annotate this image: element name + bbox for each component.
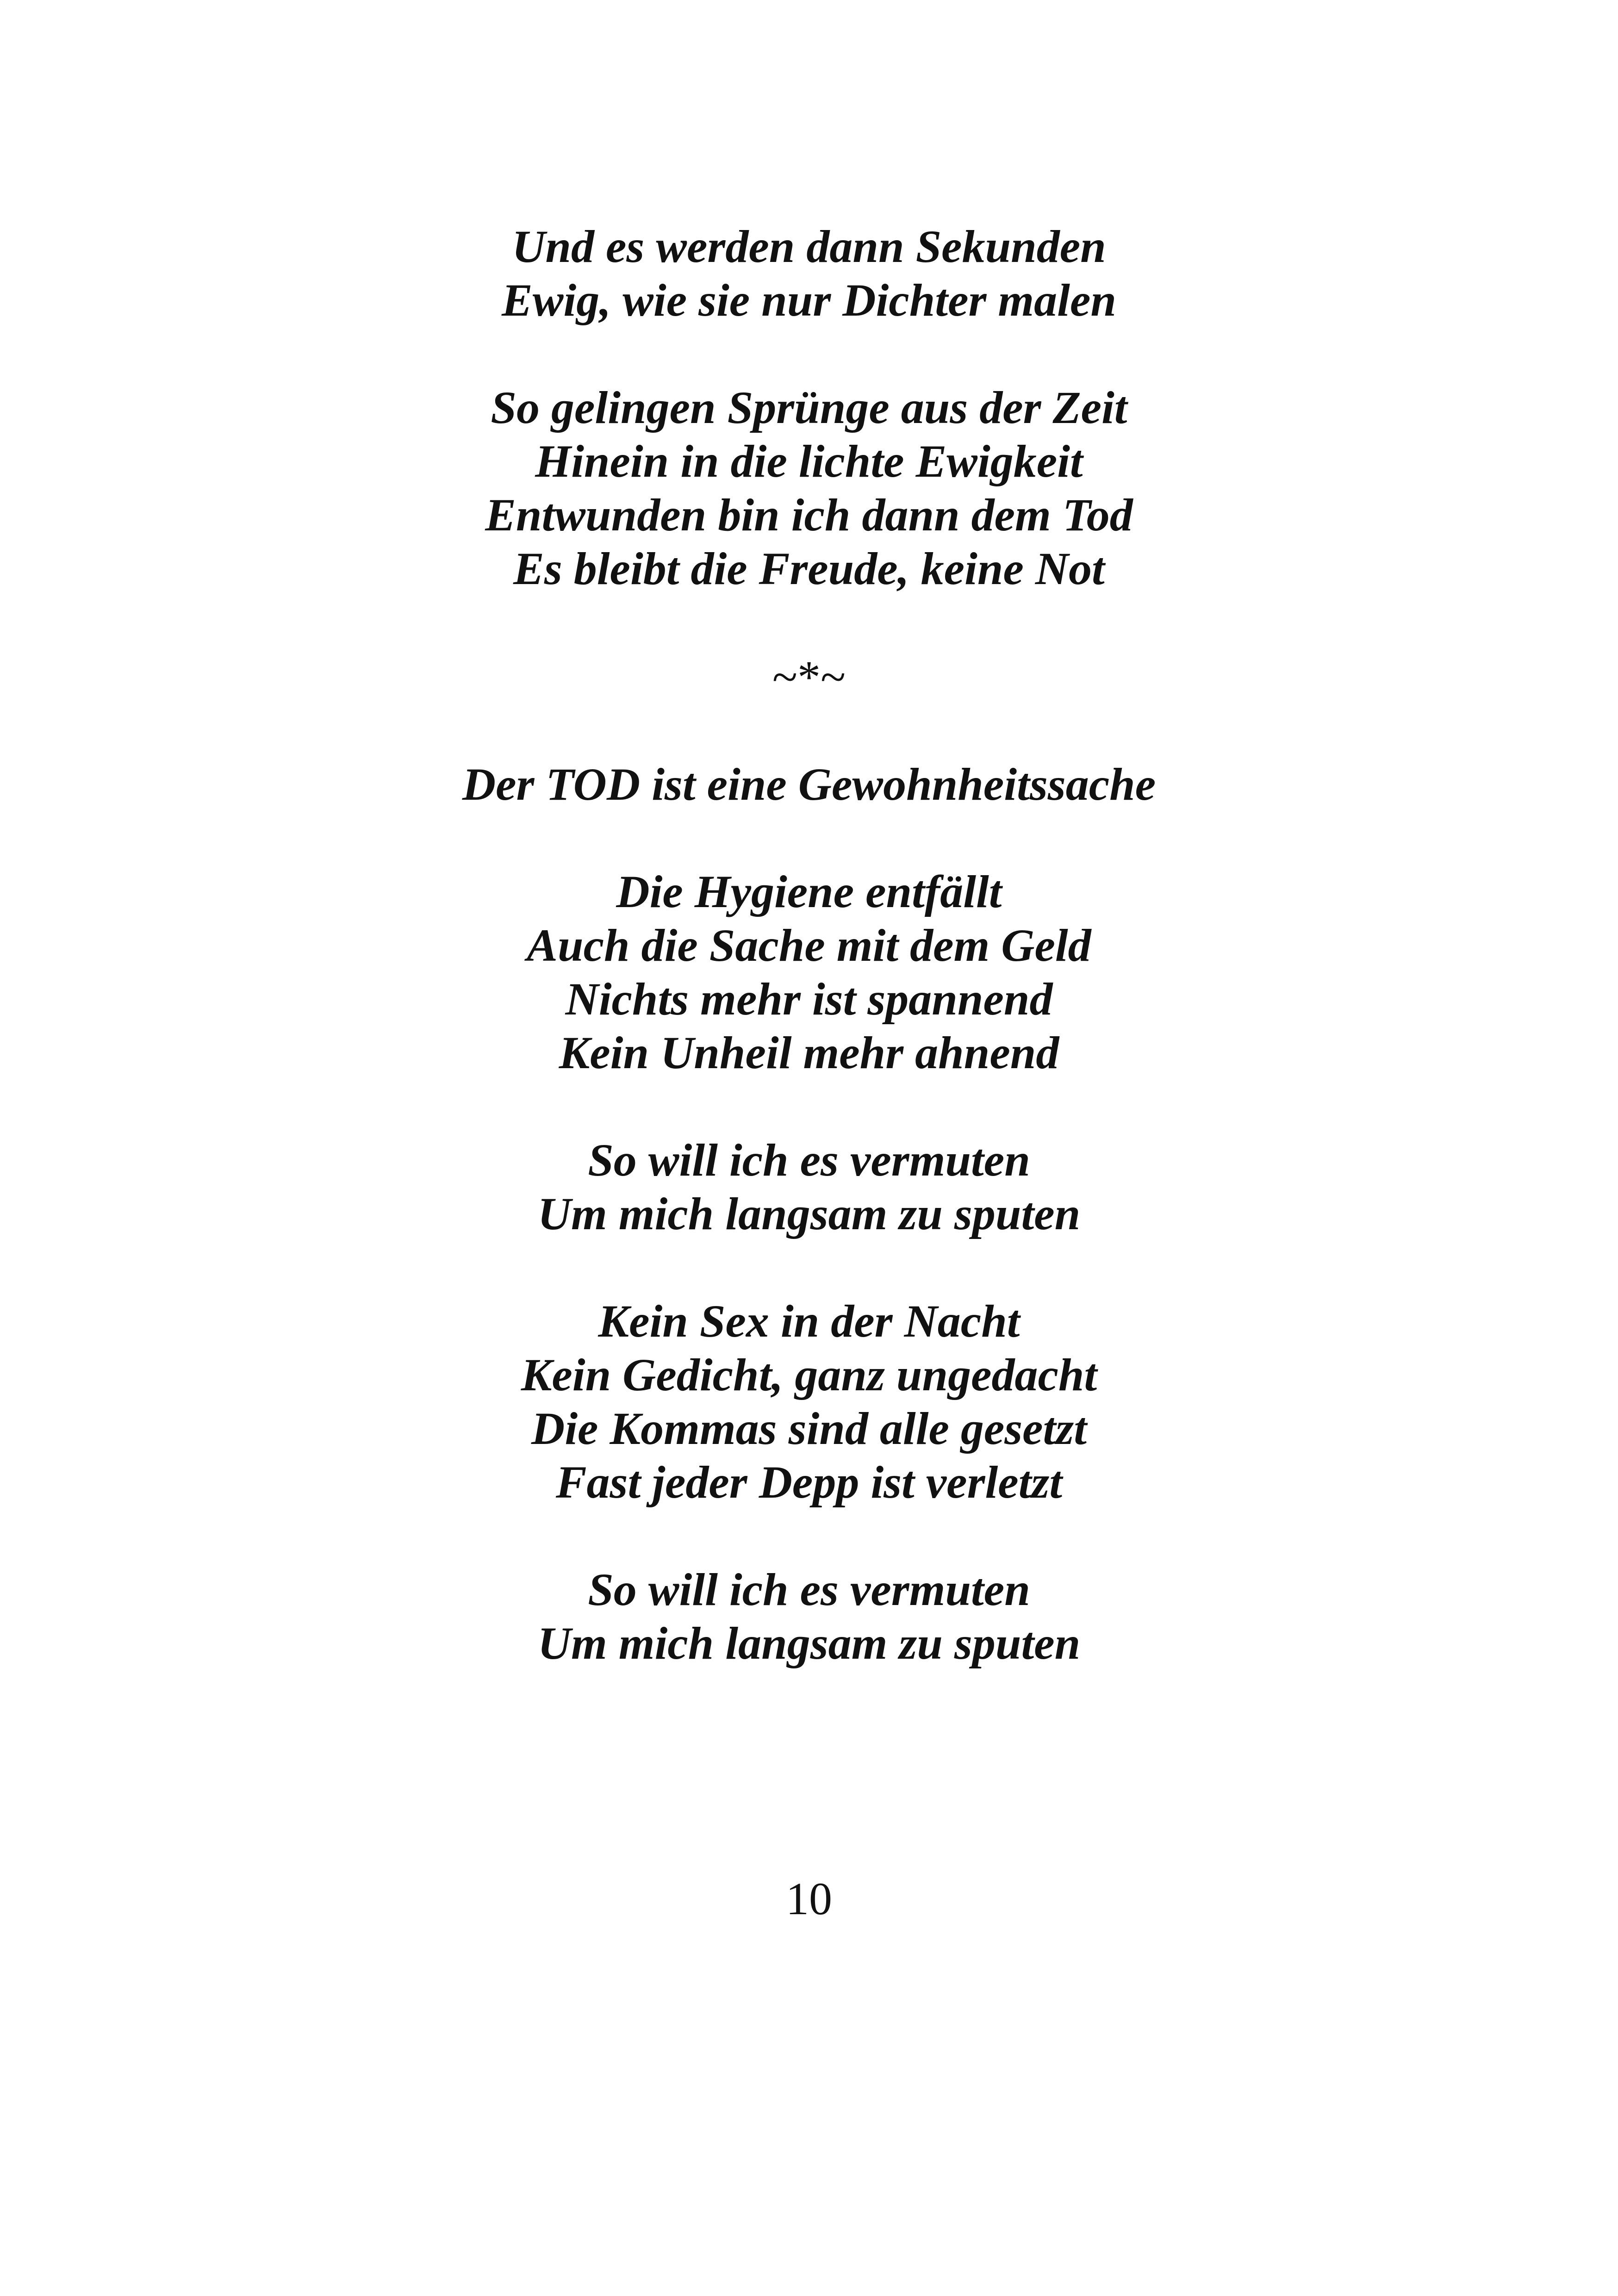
poem-line: So will ich es vermuten: [588, 1134, 1030, 1186]
poem-line: Hinein in die lichte Ewigkeit: [535, 436, 1083, 487]
poem-line: Um mich langsam zu sputen: [537, 1618, 1081, 1669]
poem-line: Auch die Sache mit dem Geld: [527, 920, 1091, 971]
poem-line: So will ich es vermuten: [588, 1564, 1030, 1615]
poem-line: Die Hygiene entfällt: [616, 866, 1002, 917]
section-separator: ~*~: [772, 651, 846, 703]
poem-line: Kein Sex in der Nacht: [598, 1295, 1020, 1347]
poem-line: Um mich langsam zu sputen: [537, 1188, 1081, 1239]
poem-line: Nichts mehr ist spannend: [565, 973, 1053, 1025]
poem-line: So gelingen Sprünge aus der Zeit: [491, 382, 1127, 433]
page-number: 10: [786, 1873, 832, 1924]
poem-line: Die Kommas sind alle gesetzt: [531, 1403, 1087, 1454]
poem-line: Es bleibt die Freude, keine Not: [513, 543, 1105, 594]
poem-line: Entwunden bin ich dann dem Tod: [485, 489, 1133, 541]
poem-line: Ewig, wie sie nur Dichter malen: [502, 274, 1116, 326]
poem-line: Fast jeder Depp ist verletzt: [555, 1456, 1063, 1508]
poem-line: Und es werden dann Sekunden: [512, 221, 1106, 272]
poem-line: Kein Gedicht, ganz ungedacht: [521, 1349, 1097, 1400]
poem-line: Kein Unheil mehr ahnend: [559, 1027, 1059, 1078]
poem-title: Der TOD ist eine Gewohnheitssache: [462, 759, 1156, 810]
